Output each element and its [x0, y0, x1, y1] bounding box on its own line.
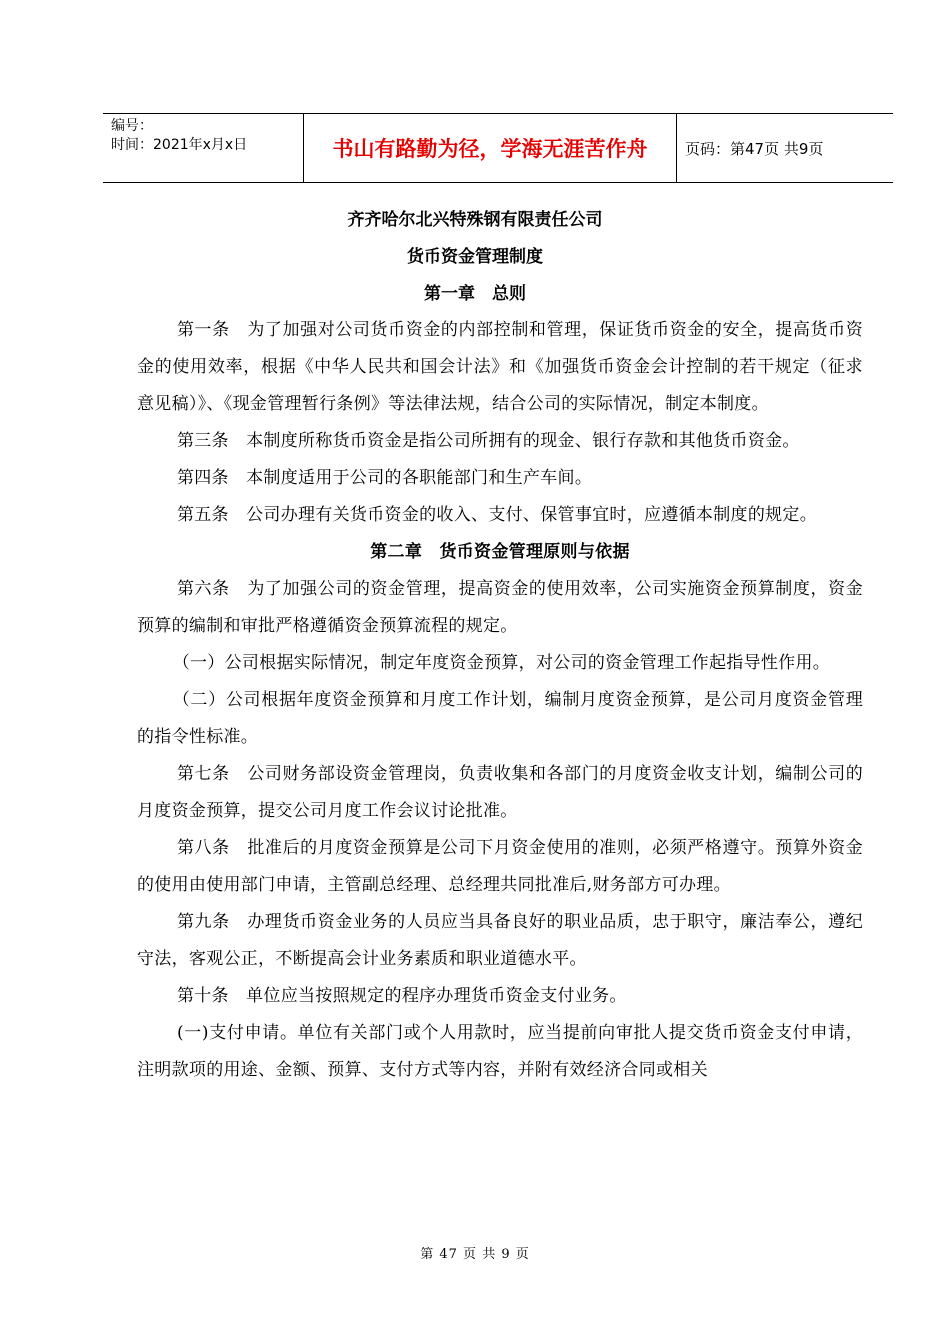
time-label: 时间：2021年x月x日	[111, 137, 248, 153]
article-6-item-1: （一）公司根据实际情况，制定年度资金预算，对公司的资金管理工作起指导性作用。	[172, 653, 831, 673]
page-info-text: 页码：第47页 共9页	[685, 139, 824, 158]
chapter-1-heading: 第一章 总则	[424, 284, 526, 304]
article-6: 第六条 为了加强公司的资金管理，提高资金的使用效率，公司实施资金预算制度，资金预算的编制和审批严格遵循资金预算流程的规定。	[137, 579, 863, 636]
motto-text: 书山有路勤为径，学海无涯苦作舟	[332, 137, 648, 161]
page-info-cell	[677, 114, 893, 182]
chapter-2-heading: 第二章 货币资金管理原则与依据	[370, 542, 630, 562]
article-7: 第七条 公司财务部设资金管理岗，负责收集和各部门的月度资金收支计划，编制公司的月度资金预算，提交公司月度工作会议讨论批准。	[137, 764, 863, 821]
article-10-item-1: (一)支付申请。单位有关部门或个人用款时，应当提前向审批人提交货币资金支付申请，注明款项的用途、金额、预算、支付方式等内容，并附有效经济合同或相关	[137, 1023, 863, 1080]
article-5: 第五条 公司办理有关货币资金的收入、支付、保管事宜时，应遵循本制度的规定。	[176, 505, 818, 525]
article-6-item-2: （二）公司根据年度资金预算和月度工作计划，编制月度资金预算，是公司月度资金管理的指令性标准。	[137, 690, 863, 747]
page-footer: 第 47 页 共 9 页	[420, 1247, 530, 1262]
company-name: 齐齐哈尔北兴特殊钢有限责任公司	[347, 210, 603, 230]
article-10: 第十条 单位应当按照规定的程序办理货币资金支付业务。	[176, 986, 627, 1006]
article-8: 第八条 批准后的月度资金预算是公司下月资金使用的准则，必须严格遵守。预算外资金的使用由使用部门申请，主管副总经理、总经理共同批准后,财务部方可办理。	[137, 838, 863, 895]
number-label: 编号：	[111, 118, 153, 134]
document-body	[137, 312, 863, 1089]
article-1: 第一条 为了加强对公司货币资金的内部控制和管理，保证货币资金的安全，提高货币资金的使用效率，根据《中华人民共和国会计法》和《加强货币资金会计控制的若干规定（征求意见稿）》、《现金管理暂行条例》等法律法规，结合公司的实际情况，制定本制度。	[137, 320, 863, 414]
article-3: 第三条 本制度所称货币资金是指公司所拥有的现金、银行存款和其他货币资金。	[176, 431, 800, 451]
article-9: 第九条 办理货币资金业务的人员应当具备良好的职业品质，忠于职守，廉洁奉公，遵纪守法，客观公正，不断提高会计业务素质和职业道德水平。	[137, 912, 863, 969]
header-meta-cell	[103, 114, 304, 182]
document-header	[103, 113, 893, 183]
document-title: 货币资金管理制度	[407, 247, 543, 267]
motto-cell	[304, 114, 677, 182]
article-4: 第四条 本制度适用于公司的各职能部门和生产车间。	[176, 468, 593, 488]
